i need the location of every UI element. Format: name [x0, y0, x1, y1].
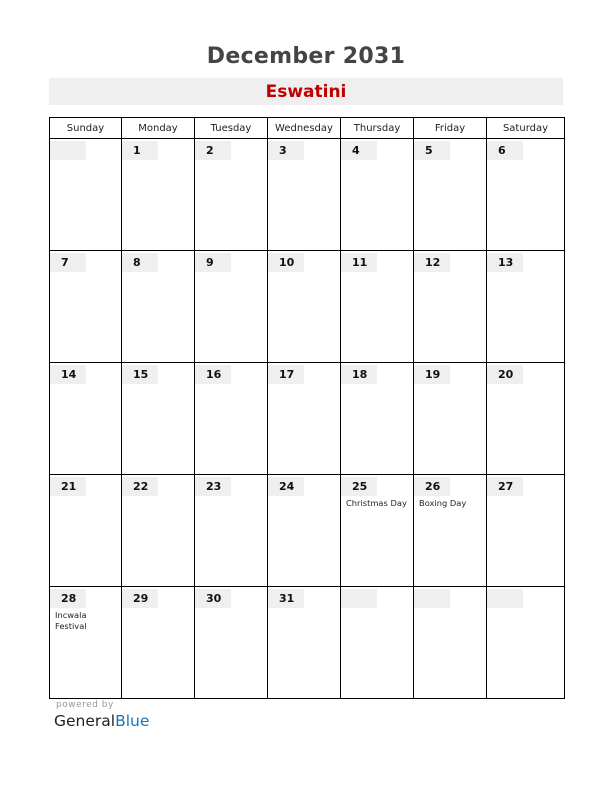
- day-number: 29: [122, 589, 158, 608]
- calendar-week-row: [50, 139, 565, 251]
- day-number: 12: [414, 253, 450, 272]
- day-number: 13: [487, 253, 523, 272]
- calendar-day-cell[interactable]: [195, 251, 268, 363]
- calendar-grid: [49, 117, 565, 699]
- day-number: 15: [122, 365, 158, 384]
- calendar-day-cell[interactable]: [268, 139, 341, 251]
- calendar-day-cell[interactable]: [341, 475, 414, 587]
- calendar-day-cell[interactable]: [414, 587, 487, 699]
- day-number: 1: [122, 141, 158, 160]
- day-number: 24: [268, 477, 304, 496]
- calendar-day-cell[interactable]: [487, 587, 565, 699]
- weekday-header-row: [50, 118, 565, 139]
- day-number: 8: [122, 253, 158, 272]
- calendar-day-cell[interactable]: [50, 139, 122, 251]
- brand-blue-text: Blue: [115, 712, 150, 730]
- brand-general-text: General: [54, 712, 116, 730]
- calendar-day-cell[interactable]: [122, 587, 195, 699]
- calendar-day-cell[interactable]: [122, 363, 195, 475]
- holiday-label: Incwala Festival: [55, 610, 87, 631]
- calendar-day-cell[interactable]: [414, 251, 487, 363]
- calendar-day-cell[interactable]: [268, 475, 341, 587]
- day-number: 10: [268, 253, 304, 272]
- calendar-day-cell[interactable]: [414, 139, 487, 251]
- day-number: 11: [341, 253, 377, 272]
- day-number: 19: [414, 365, 450, 384]
- holiday-label: Boxing Day: [419, 498, 467, 508]
- calendar-week-row: [50, 587, 565, 699]
- day-number: [414, 589, 450, 608]
- calendar-day-cell[interactable]: [122, 475, 195, 587]
- calendar-day-cell[interactable]: [487, 251, 565, 363]
- calendar-day-cell[interactable]: [50, 475, 122, 587]
- weekday-saturday: Saturday: [487, 118, 565, 139]
- calendar-day-cell[interactable]: [268, 363, 341, 475]
- day-number: [341, 589, 377, 608]
- calendar-day-cell[interactable]: [122, 251, 195, 363]
- day-number: 16: [195, 365, 231, 384]
- calendar-day-cell[interactable]: [487, 363, 565, 475]
- day-number: 28: [50, 589, 86, 608]
- calendar-day-cell[interactable]: [341, 363, 414, 475]
- calendar-day-cell[interactable]: [195, 475, 268, 587]
- calendar-day-cell[interactable]: [414, 475, 487, 587]
- weekday-thursday: Thursday: [341, 118, 414, 139]
- day-number: 21: [50, 477, 86, 496]
- calendar-day-cell[interactable]: [195, 587, 268, 699]
- day-number: 5: [414, 141, 450, 160]
- day-number: 31: [268, 589, 304, 608]
- weekday-monday: Monday: [122, 118, 195, 139]
- calendar-day-cell[interactable]: [122, 139, 195, 251]
- calendar-day-cell[interactable]: [487, 139, 565, 251]
- day-number: 20: [487, 365, 523, 384]
- country-banner: [49, 78, 563, 105]
- calendar-day-cell[interactable]: [268, 587, 341, 699]
- calendar-day-cell[interactable]: [50, 363, 122, 475]
- country-name: Eswatini: [265, 82, 347, 102]
- calendar-week-row: [50, 363, 565, 475]
- calendar-week-row: [50, 251, 565, 363]
- day-number: 9: [195, 253, 231, 272]
- day-number: 14: [50, 365, 86, 384]
- day-number: 23: [195, 477, 231, 496]
- page-title: December 2031: [206, 44, 406, 69]
- powered-by-label: powered by: [56, 700, 114, 710]
- weekday-sunday: Sunday: [50, 118, 122, 139]
- weekday-friday: Friday: [414, 118, 487, 139]
- calendar-day-cell[interactable]: [341, 139, 414, 251]
- weekday-tuesday: Tuesday: [195, 118, 268, 139]
- calendar-day-cell[interactable]: [50, 251, 122, 363]
- calendar-day-cell[interactable]: [414, 363, 487, 475]
- day-number: 27: [487, 477, 523, 496]
- weekday-wednesday: Wednesday: [268, 118, 341, 139]
- day-number: [487, 589, 523, 608]
- day-number: 26: [414, 477, 450, 496]
- day-number: 3: [268, 141, 304, 160]
- calendar-day-cell[interactable]: [487, 475, 565, 587]
- day-number: [50, 141, 86, 160]
- calendar-day-cell[interactable]: [195, 139, 268, 251]
- day-number: 25: [341, 477, 377, 496]
- day-number: 6: [487, 141, 523, 160]
- calendar-day-cell[interactable]: [50, 587, 122, 699]
- holiday-label: Christmas Day: [346, 498, 407, 508]
- calendar-day-cell[interactable]: [341, 251, 414, 363]
- day-number: 22: [122, 477, 158, 496]
- brand-logo[interactable]: [54, 712, 149, 730]
- day-number: 7: [50, 253, 86, 272]
- calendar-day-cell[interactable]: [195, 363, 268, 475]
- calendar-day-cell[interactable]: [341, 587, 414, 699]
- day-number: 4: [341, 141, 377, 160]
- day-number: 17: [268, 365, 304, 384]
- calendar-day-cell[interactable]: [268, 251, 341, 363]
- day-number: 30: [195, 589, 231, 608]
- day-number: 18: [341, 365, 377, 384]
- calendar-week-row: [50, 475, 565, 587]
- day-number: 2: [195, 141, 231, 160]
